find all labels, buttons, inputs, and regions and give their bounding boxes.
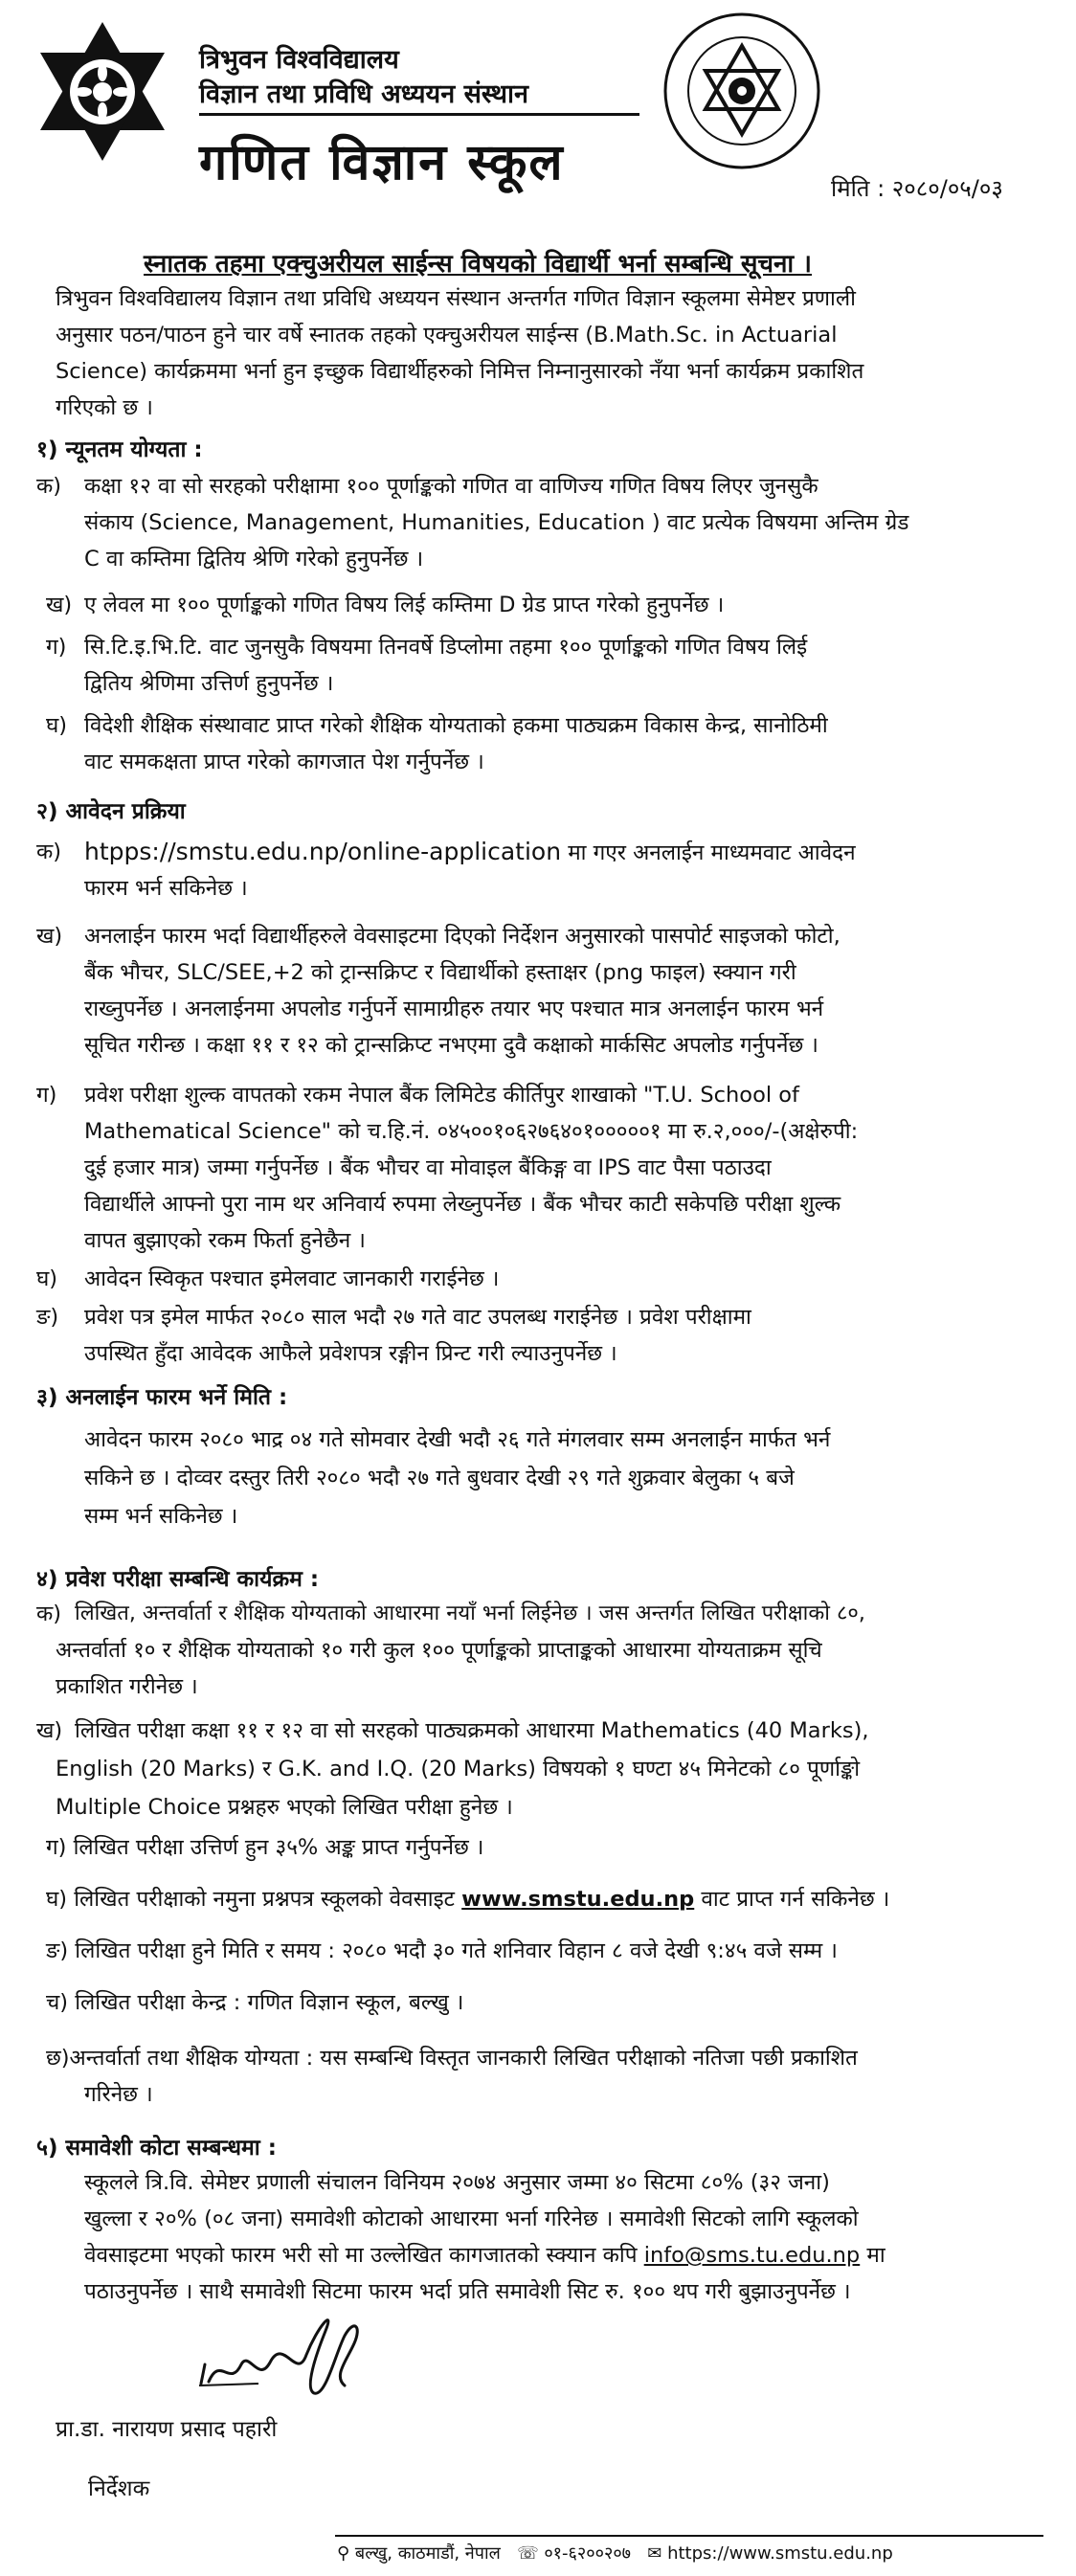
quota-line-3: [84, 2238, 885, 2273]
application-a-rest: मा गएर अनलाईन माध्यमवाट आवेदन: [561, 840, 856, 865]
signer-name: प्रा.डा. नारायण प्रसाद पहारी: [56, 2417, 278, 2442]
quota-line-2: खुल्ला र २०% (०८ जना) समावेशी कोटाको आधारमा भर्ना गरिनेछ । समावेशी सिटको लागि स्कूलको: [84, 2206, 859, 2231]
header-divider: [199, 113, 639, 116]
item-label: ख): [36, 1718, 63, 1743]
section-1-heading: १) न्यूनतम योग्यता :: [36, 437, 203, 462]
exam-f: च) लिखित परीक्षा केन्द्र : गणित विज्ञान स्कूल, बल्खु ।: [46, 1990, 464, 2015]
application-c-line-4: विद्यार्थीले आफ्नो पुरा नाम थर अनिवार्य रुपमा लेख्नुपर्नेछ । बैंक भौचर काटी सकेपछि परीक्षा शुल्क: [84, 1192, 841, 1217]
director-signature: [191, 2297, 402, 2403]
item-label: ग): [36, 1083, 57, 1108]
location-icon: ⚲: [337, 2543, 350, 2564]
form-date-line-3: सम्म भर्न सकिनेछ ।: [84, 1504, 238, 1529]
item-label: घ): [46, 713, 68, 738]
exam-b-line-1: लिखित परीक्षा कक्षा ११ र १२ वा सो सरहको पाठ्यक्रमको आधारमा Mathematics (40 Marks),: [75, 1718, 869, 1743]
application-c-line-2: Mathematical Science" को च.हि.नं. ०४५००१०६२७६४०१०००००१ मा रु.२,०००/-(अक्षेरुपी:: [84, 1119, 859, 1144]
application-a-line-2: फारम भर्न सकिनेछ ।: [84, 876, 248, 901]
school-name: गणित विज्ञान स्कूल: [199, 134, 565, 191]
section-4-heading: ४) प्रवेश परीक्षा सम्बन्धि कार्यक्रम :: [36, 1567, 320, 1592]
quota-line-4: पठाउनुपर्नेछ । साथै समावेशी सिटमा फारम भर्दा प्रति समावेशी सिट रु. १०० थप गरी बुझाउनुपर्नेछ ।: [84, 2279, 851, 2304]
exam-c: ग) लिखित परीक्षा उत्तिर्ण हुन ३५% अङ्क प्राप्त गर्नुपर्नेछ ।: [46, 1835, 484, 1860]
mail-icon: ✉: [647, 2543, 662, 2564]
item-label: क): [36, 840, 62, 864]
application-c-line-3: दुई हजार मात्र) जम्मा गर्नुपर्नेछ । बैंक भौचर वा मोवाइल बैंकिङ्ग वा IPS वाट पैसा पठाउदा: [84, 1155, 772, 1180]
item-label: ख): [46, 593, 73, 617]
qualification-a-line-3: C वा कम्तिमा द्वितिय श्रेणि गरेको हुनुपर्नेछ ।: [84, 547, 424, 571]
quota-line-1: स्कूलले त्रि.वि. सेमेष्टर प्रणाली संचालन विनियम २०७४ अनुसार जम्मा ४० सिटमा ८०% (३२ जना): [84, 2170, 830, 2195]
qualification-a-line-2: संकाय (Science, Management, Humanities, Education ) वाट प्रत्येक विषयमा अन्तिम ग्रेड: [84, 510, 909, 535]
footer-phone: ०१-६२००२०७: [544, 2543, 632, 2564]
application-b-line-1: अनलाईन फारम भर्दा विद्यार्थीहरुले वेवसाइटमा दिएको निर्देशन अनुसारको पासपोर्ट साइजको फोटो,: [84, 924, 841, 949]
intro-line-1: त्रिभुवन विश्वविद्यालय विज्ञान तथा प्रविधि अध्ययन संस्थान अन्तर्गत गणित विज्ञान स्कूलमा सेमेष्टर प्रणाली: [56, 286, 856, 311]
exam-e: ङ) लिखित परीक्षा हुने मिति र समय : २०८० भदौ ३० गते शनिवार विहान ८ वजे देखी ९:४५ वजे सम्म ।: [46, 1938, 838, 1963]
section-5-heading: ५) समावेशी कोटा सम्बन्धमा :: [36, 2136, 277, 2161]
signer-title: निर्देशक: [88, 2476, 150, 2501]
qualification-c-line-1: सि.टि.इ.भि.टि. वाट जुनसुकै विषयमा तिनवर्षे डिप्लोमा तहमा १०० पूर्णाङ्कको गणित विषय लिई: [84, 635, 808, 660]
application-b-line-4: सूचित गरीन्छ । कक्षा ११ र १२ को ट्रान्सक्रिप्ट नभएमा दुवै कक्षाको मार्कसिट अपलोड गर्नुपर्नेछ ।: [84, 1033, 818, 1058]
quota-line-3-end: मा: [860, 2243, 885, 2268]
intro-line-4: गरिएको छ ।: [56, 395, 153, 420]
section-3-heading: ३) अनलाईन फारम भर्ने मिति :: [36, 1385, 288, 1410]
application-d-line-1: आवेदन स्विकृत पश्चात इमेलवाट जानकारी गराईनेछ ।: [84, 1266, 500, 1291]
section-2-heading: २) आवेदन प्रक्रिया: [36, 799, 186, 824]
application-b-line-3: राख्नुपर्नेछ । अनलाईनमा अपलोड गर्नुपर्ने सामाग्रीहरु तयार भए पश्चात मात्र अनलाईन फारम भर्न: [84, 997, 824, 1021]
footer-website-link[interactable]: https://www.smstu.edu.np: [667, 2543, 893, 2564]
exam-b-line-3: Multiple Choice प्रश्नहरु भएको लिखित परीक्षा हुनेछ ।: [56, 1795, 513, 1820]
qualification-a-line-1: कक्षा १२ वा सो सरहको परीक्षामा १०० पूर्णाङ्कको गणित वा वाणिज्य गणित विषय लिएर जुनसुकै: [84, 474, 818, 499]
exam-a-line-2: अन्तर्वार्ता १० र शैक्षिक योग्यताको १० गरी कुल १०० पूर्णाङ्कको प्राप्ताङ्कको आधारमा योग्यताक्रम सूचि: [56, 1638, 822, 1663]
item-label: ख): [36, 924, 63, 949]
application-e-line-2: उपस्थित हुँदा आवेदक आफैले प्रवेशपत्र रङ्गीन प्रिन्ट गरी ल्याउनुपर्नेछ ।: [84, 1341, 617, 1366]
intro-line-3: Science) कार्यक्रममा भर्ना हुन इच्छुक विद्यार्थीहरुको निमित्त निम्नानुसारको नँया भर्ना कार्यक्रम प्रकाशित: [56, 359, 864, 384]
exam-g-line-1: छ)अन्तर्वार्ता तथा शैक्षिक योग्यता : यस सम्बन्धि विस्तृत जानकारी लिखित परीक्षाको नतिजा पछी प्रकाशित: [46, 2046, 858, 2071]
item-label: ङ): [36, 1305, 59, 1330]
notice-title: स्नातक तहमा एक्चुअरीयल साईन्स विषयको विद्यार्थी भर्ना सम्बन्धि सूचना ।: [144, 250, 813, 279]
form-date-line-2: सकिने छ । दोव्वर दस्तुर तिरी २०८० भदौ २७ गते बुधवार देखी २९ गते शुक्रवार बेलुका ५ बजे: [84, 1466, 795, 1490]
qualification-c-line-2: द्वितिय श्रेणिमा उत्तिर्ण हुनुपर्नेछ ।: [84, 671, 334, 696]
qualification-d-line-1: विदेशी शैक्षिक संस्थावाट प्राप्त गरेको शैक्षिक योग्यताको हकमा पाठ्यक्रम विकास केन्द्र, सानोठिमी: [84, 713, 828, 738]
footer-divider: [335, 2535, 1043, 2537]
footer-address: बल्खु, काठमाडौं, नेपाल: [354, 2543, 501, 2564]
application-e-line-1: प्रवेश पत्र इमेल मार्फत २०८० साल भदौ २७ गते वाट उपलब्ध गराईनेछ । प्रवेश परीक्षामा: [84, 1305, 751, 1330]
notice-date: मिति : २०८०/०५/०३: [831, 175, 1003, 202]
exam-g-line-2: गरिनेछ ।: [84, 2082, 153, 2107]
online-application-link[interactable]: htpps://smstu.edu.np/online-application: [84, 838, 562, 865]
university-logo: [31, 17, 174, 166]
qualification-d-line-2: वाट समकक्षता प्राप्त गरेको कागजात पेश गर्नुपर्नेछ ।: [84, 750, 484, 774]
application-a-line-1: [84, 835, 856, 870]
item-label: क): [36, 1602, 62, 1626]
school-website-link[interactable]: www.smstu.edu.np: [461, 1887, 695, 1912]
institute-name: विज्ञान तथा प्रविधि अध्ययन संस्थान: [199, 79, 529, 109]
intro-line-2: अनुसार पठन/पाठन हुने चार वर्षे स्नातक तहको एक्चुअरीयल साईन्स (B.Math.Sc. in Actuarial: [56, 323, 838, 347]
quota-line-3-text: वेवसाइटमा भएको फारम भरी सो मा उल्लेखित कागजातको स्क्यान कपि: [84, 2243, 644, 2268]
exam-d: [46, 1882, 889, 1916]
phone-icon: ☏: [517, 2543, 539, 2564]
item-label: क): [36, 474, 62, 499]
application-b-line-2: बैंक भौचर, SLC/SEE,+2 को ट्रान्सक्रिप्ट र विद्यार्थीको हस्ताक्षर (png फाइल) स्क्यान गरी: [84, 960, 796, 985]
application-c-line-1: प्रवेश परीक्षा शुल्क वापतको रकम नेपाल बैंक लिमिटेड कीर्तिपुर शाखाको "T.U. School of: [84, 1083, 799, 1108]
university-name: त्रिभुवन विश्वविद्यालय: [199, 45, 399, 75]
application-c-line-5: वापत बुझाएको रकम फिर्ता हुनेछैन ।: [84, 1228, 366, 1253]
school-seal: [661, 10, 823, 172]
exam-a-line-1: लिखित, अन्तर्वार्ता र शैक्षिक योग्यताको आधारमा नयाँ भर्ना लिईनेछ । जस अन्तर्गत लिखित परीक्षाको ८०,: [75, 1602, 865, 1625]
exam-b-line-2: English (20 Marks) र G.K. and I.Q. (20 Marks) विषयको १ घण्टा ४५ मिनेटको ८० पूर्णाङ्को: [56, 1757, 861, 1781]
exam-d-text: घ) लिखित परीक्षाको नमुना प्रश्नपत्र स्कूलको वेवसाइट: [46, 1887, 462, 1912]
info-email-link[interactable]: info@sms.tu.edu.np: [643, 2243, 861, 2268]
item-label: ग): [46, 635, 67, 660]
exam-a-line-3: प्रकाशित गरीनेछ ।: [56, 1674, 198, 1699]
footer-contact: [337, 2542, 893, 2565]
item-label: घ): [36, 1266, 58, 1291]
form-date-line-1: आवेदन फारम २०८० भाद्र ०४ गते सोमवार देखी भदौ २६ गते मंगलवार सम्म अनलाईन मार्फत भर्न: [84, 1427, 831, 1452]
qualification-b-line-1: ए लेवल मा १०० पूर्णाङ्कको गणित विषय लिई कम्तिमा D ग्रेड प्राप्त गरेको हुनुपर्नेछ ।: [84, 593, 725, 617]
exam-d-text-end: वाट प्राप्त गर्न सकिनेछ ।: [694, 1887, 890, 1912]
